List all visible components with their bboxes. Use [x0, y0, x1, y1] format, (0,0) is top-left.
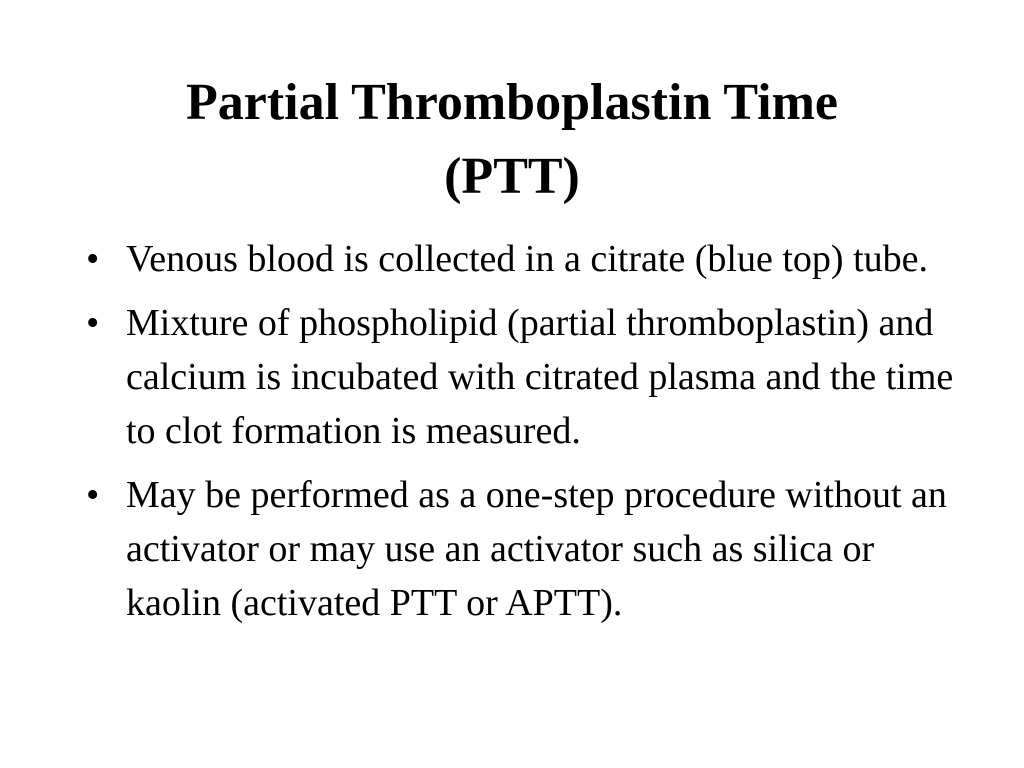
bullet-icon: • [86, 238, 100, 280]
bullet-item [86, 468, 956, 630]
slide-title-line-2: (PTT) [444, 147, 580, 205]
bullet-item [86, 232, 956, 286]
bullet-list [86, 232, 956, 640]
bullet-icon: • [86, 302, 100, 344]
bullet-text: May be performed as a one-step procedure without an activator or may use an activator such as silica or kaolin (activated PTT or APTT). [126, 474, 947, 624]
bullet-item [86, 296, 956, 458]
bullet-icon: • [86, 474, 100, 516]
bullet-text: Venous blood is collected in a citrate (blue top) tube. [126, 238, 928, 280]
slide-title [0, 66, 1024, 214]
slide-title-line-1: Partial Thromboplastin Time [185, 74, 839, 131]
bullet-text: Mixture of phospholipid (partial thromboplastin) and calcium is incubated with citrated plasma and the time to clot formation is measured. [126, 302, 954, 452]
